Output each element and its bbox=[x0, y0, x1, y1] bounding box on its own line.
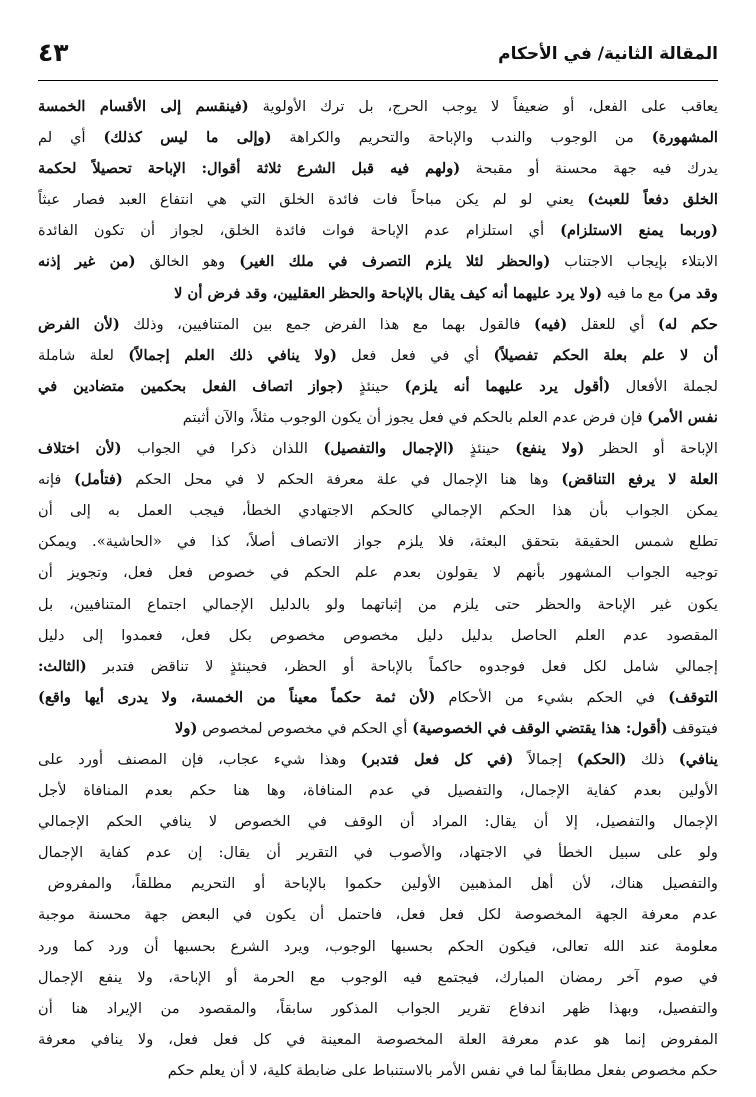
commentary-segment: إجمالاً bbox=[513, 750, 577, 768]
bold-matn-segment: (لأن اختلاف bbox=[38, 440, 122, 458]
text-line bbox=[38, 899, 718, 930]
text-line bbox=[38, 464, 718, 495]
text-line bbox=[38, 993, 718, 1024]
commentary-segment: والتفصيل، وبهذا ظهر اندفاع تقرير الجواب المذكور سابقاً، والمقصود من الإيراد هنا أن bbox=[38, 999, 718, 1017]
bold-matn-segment: حكم له) bbox=[657, 315, 718, 333]
text-line bbox=[38, 589, 718, 620]
bold-matn-segment: (ولا ينافي ذلك العلم إجمالاً) bbox=[128, 346, 337, 364]
commentary-segment: عدم معرفة الجهة المخصوصة لكل فعل فعل، فاحتمل أن يكون في البعض جهة محسنة موجبة bbox=[38, 906, 718, 924]
text-line bbox=[38, 122, 718, 153]
commentary-segment: يكون غير الإباحة والحظر حتى يلزم من إثباتهما ولو بالدليل الإجمالي اجتماع المتنافيين، بل bbox=[38, 595, 718, 613]
text-line bbox=[38, 651, 718, 682]
commentary-segment: أي الحكم في مخصوص لمخصوص bbox=[197, 719, 413, 737]
bold-matn-segment: (ولا bbox=[174, 719, 198, 737]
bold-matn-segment: (من غير إذنه bbox=[38, 253, 136, 271]
bold-matn-segment: (والحظر لئلا يلزم التصرف في ملك الغير) bbox=[239, 253, 551, 271]
commentary-segment: ولو على سبيل الخطأ في الاجتهاد، والأصوب في التقرير أن يقال: إن عدم كفاية الإجمال bbox=[38, 844, 718, 862]
commentary-segment: إجمالي شامل لكل فعل فوجدوه حاكماً بالإباحة أو الحظر، فحينئذٍ لا تناقض فتدبر bbox=[86, 657, 718, 675]
commentary-segment: الابتلاء بإيجاب الاجتناب bbox=[550, 253, 718, 271]
body-text bbox=[38, 91, 718, 1086]
page-number: ٤٣ bbox=[38, 38, 69, 67]
commentary-segment: يدرك فيه جهة محسنة أو مقبحة bbox=[460, 160, 718, 178]
commentary-segment: يعني لو لم يكن مباحاً فات فائدة الخلق التي هي انتفاع العبد فصار عبثاً bbox=[38, 191, 588, 209]
commentary-segment: مع ما فيه bbox=[602, 284, 669, 302]
text-line bbox=[38, 713, 718, 744]
commentary-segment: فإنه bbox=[38, 471, 75, 489]
text-line bbox=[38, 340, 718, 371]
page-header bbox=[38, 38, 718, 80]
text-line bbox=[38, 1024, 718, 1055]
commentary-segment: في الحكم بشيء من الأحكام bbox=[435, 688, 669, 706]
commentary-segment: حكم مخصوص بفعل مطابقاً لما في نفس الأمر بالاستنباط على ضابطة كلية، لا أن يعلم حكم bbox=[167, 1061, 718, 1079]
bold-matn-segment: (فينقسم إلى الأقسام الخمسة bbox=[38, 98, 249, 115]
commentary-segment: الإجمال والتفصيل، إلا أن يقال: المراد أن الوقف في الخصوص لا ينافي الحكم الإجمالي bbox=[38, 813, 718, 831]
bold-matn-segment: العلة لا يرفع التناقض) bbox=[561, 471, 718, 489]
commentary-segment: لجملة الأفعال bbox=[610, 377, 718, 395]
text-line bbox=[38, 806, 718, 837]
commentary-segment: يعاقب على الفعل، أو ضعيفاً لا يوجب الحرج، بل ترك الأولوية bbox=[248, 98, 718, 115]
commentary-segment: وهذا شيء عجاب، فإن المصنف أورد على bbox=[38, 750, 361, 768]
commentary-segment: أي استلزام عدم الإباحة فوات فائدة الخلق، لجواز أن تكون الفائدة bbox=[38, 222, 561, 240]
bold-matn-segment: وقد مر) bbox=[668, 284, 718, 302]
commentary-segment: فالقول بهما مع هذا الفرض جمع بين المتنافيين، وذلك bbox=[119, 315, 534, 333]
text-line bbox=[38, 962, 718, 993]
commentary-segment: حينئذٍ bbox=[343, 377, 405, 395]
commentary-segment: الأولين بعدم كفاية الإجمال، والتفصيل في عدم المنافاة، وها هنا حكم بعدم المنافاة لأجل bbox=[38, 782, 718, 800]
commentary-segment: وهو الخالق bbox=[135, 253, 240, 271]
bold-matn-segment: (فتأمل) bbox=[74, 471, 123, 489]
text-line bbox=[38, 931, 718, 962]
text-line bbox=[38, 184, 718, 215]
bold-matn-segment: (وإلى ما ليس كذلك) bbox=[103, 129, 272, 147]
commentary-segment: اللذان ذكرا في الجواب bbox=[121, 440, 324, 458]
bold-matn-segment: (جواز اتصاف الفعل بحكمين متضادين في bbox=[38, 377, 344, 395]
text-line bbox=[38, 557, 718, 588]
bold-matn-segment: (فيه) bbox=[533, 315, 568, 333]
text-line bbox=[38, 744, 718, 775]
bold-matn-segment: (لأن الفرض bbox=[38, 315, 120, 333]
bold-matn-segment: (أقول يرد عليهما أنه يلزم) bbox=[404, 377, 611, 395]
text-line bbox=[38, 309, 718, 340]
commentary-segment: معلومة عند الله تعالى، فيكون الحكم بحسبها الوجوب، ويرد الشرع بحسبها أن ورد كما ورد bbox=[38, 937, 718, 955]
bold-matn-segment: (أقول: هذا يقتضي الوقف في الخصوصية) bbox=[412, 719, 668, 737]
text-line bbox=[38, 91, 718, 122]
header-rule bbox=[38, 80, 718, 81]
commentary-segment: أي لم bbox=[38, 129, 104, 147]
commentary-segment: الإباحة أو الحظر bbox=[584, 440, 718, 458]
text-line bbox=[38, 402, 718, 433]
commentary-segment: والتفصيل هناك، لأن أهل المذهبين الأولين حكموا بالإباحة أو التحريم مطلقاً، والمفروض bbox=[47, 875, 718, 893]
text-line bbox=[38, 526, 718, 557]
commentary-segment: وها هنا الإجمال في علة معرفة الحكم لا في محل الحكم bbox=[122, 471, 562, 489]
text-line bbox=[38, 153, 718, 184]
text-line bbox=[38, 775, 718, 806]
text-line bbox=[38, 495, 718, 526]
bold-matn-segment: (الثالث: bbox=[38, 657, 87, 675]
bold-matn-segment: المشهورة) bbox=[651, 129, 718, 147]
text-line bbox=[38, 215, 718, 246]
running-title: المقالة الثانية/ في الأحكام bbox=[498, 44, 718, 64]
text-line bbox=[38, 371, 718, 402]
text-line bbox=[38, 682, 718, 713]
commentary-segment: حينئذٍ bbox=[454, 440, 516, 458]
commentary-segment: تطلع شمس الحقيقة بتحقق البعثة، فلا يلزم جواز الاتصاف أصلاً، كذا في «الحاشية». ويمكن bbox=[38, 533, 718, 551]
bold-matn-segment: أن لا علم بعلة الحكم تفصيلاً) bbox=[493, 346, 718, 364]
bold-matn-segment: الخلق دفعاً للعبث) bbox=[587, 191, 718, 209]
bold-matn-segment: (لأن ثمة حكماً معيناً من الخمسة، ولا يدرى أيها واقع) bbox=[38, 688, 436, 706]
bold-matn-segment: (ولا يرد عليهما أنه كيف يقال بالإباحة والحظر العقليين، وقد فرض أن لا bbox=[174, 284, 603, 302]
bold-matn-segment: (الإجمال والتفصيل) bbox=[323, 440, 455, 458]
bold-matn-segment: ينافي) bbox=[678, 750, 718, 768]
text-line bbox=[38, 246, 718, 277]
commentary-segment: توجيه الجواب المشهور بأنهم لا يقولون بعدم علم الحكم في خصوص فعل فعل، وتجويز أن bbox=[38, 564, 718, 582]
commentary-segment: في صوم آخر رمضان المبارك، فيجتمع فيه الوجوب مع الحرمة أو الإباحة، ولا ينفع الإجمال bbox=[38, 968, 718, 986]
text-line bbox=[38, 620, 718, 651]
commentary-segment: المفروض إنما هو عدم معرفة العلة المخصوصة المعينة في كل فعل فعل، ولا ينافي معرفة bbox=[38, 1030, 718, 1048]
commentary-segment: المقصود عدم العلم الحاصل بدليل دليل مخصوص مخصوص بكل فعل، فعمدوا إلى دليل bbox=[38, 626, 718, 644]
commentary-segment: أي للعقل bbox=[567, 315, 658, 333]
bold-matn-segment: (في كل فعل فتدبر) bbox=[360, 750, 514, 768]
commentary-segment: لعلة شاملة bbox=[38, 346, 129, 364]
bold-matn-segment: نفس الأمر) bbox=[647, 408, 718, 426]
text-line bbox=[38, 868, 718, 899]
commentary-segment: فيتوقف bbox=[667, 719, 718, 737]
text-line bbox=[38, 837, 718, 868]
bold-matn-segment: (الحكم) bbox=[576, 750, 627, 768]
commentary-segment: ذلك bbox=[626, 750, 679, 768]
bold-matn-segment: (ولهم فيه قبل الشرع ثلاثة أقوال: الإباحة تحصيلاً لحكمة bbox=[38, 160, 461, 178]
bold-matn-segment: (ولا ينفع) bbox=[515, 440, 585, 458]
commentary-segment: من الوجوب والندب والإباحة والتحريم والكراهة bbox=[271, 129, 652, 147]
commentary-segment: فإن فرض عدم العلم بالحكم في فعل يجوز أن يكون الوجوب مثلاً، والآن أثبتم bbox=[182, 408, 648, 426]
text-line bbox=[38, 278, 718, 309]
bold-matn-segment: التوقف) bbox=[668, 688, 718, 706]
text-line bbox=[38, 1055, 718, 1086]
text-line bbox=[38, 433, 718, 464]
commentary-segment: يمكن الجواب بأن هذا الحكم الإجمالي كالحكم الاجتهادي الخطأ، فيجب العمل به إلى أن bbox=[38, 502, 718, 520]
commentary-segment: أي في فعل فعل bbox=[336, 346, 494, 364]
bold-matn-segment: (وربما يمنع الاستلزام) bbox=[560, 222, 718, 240]
